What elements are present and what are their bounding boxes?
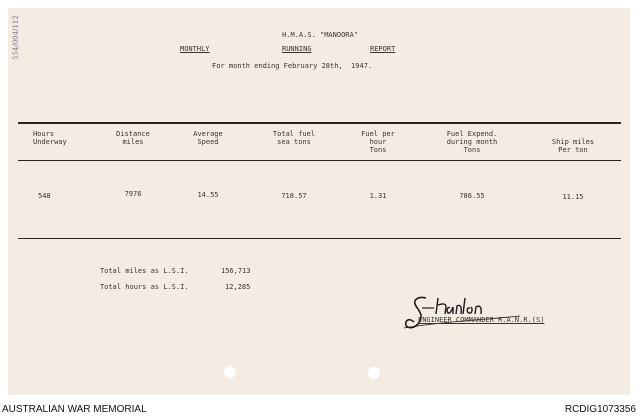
total-miles-label: Total miles as L.S.I.: [100, 267, 189, 275]
signatory-title: ENGINEER COMMANDER R.A.N.R.(S): [418, 316, 545, 324]
total-miles-value: 156,713: [221, 267, 251, 275]
col-fuel-expend-header: Fuel Expend. during month Tons: [446, 130, 498, 154]
col-hours-header: Hours Underway: [33, 130, 67, 146]
report-title-word-3: REPORT: [370, 45, 396, 53]
value-fuel-per-hour: 1.31: [369, 192, 387, 200]
table-bottom-rule: [18, 238, 621, 239]
col-speed-header: Average Speed: [193, 130, 223, 146]
total-hours-label: Total hours as L.S.I.: [100, 283, 189, 291]
report-title-word-1: MONTHLY: [180, 45, 210, 53]
value-hours-underway: 548: [38, 192, 51, 200]
header-divider-rule: [18, 160, 621, 161]
total-hours-value: 12,285: [225, 283, 251, 291]
report-period: For month ending February 28th, 1947.: [212, 62, 373, 70]
handwritten-signature: [400, 292, 530, 332]
col-total-fuel-header: Total fuel sea tons: [272, 130, 316, 146]
archive-credit: AUSTRALIAN WAR MEMORIAL: [2, 404, 147, 415]
value-ship-miles-per-ton: 11.15: [562, 193, 584, 201]
value-average-speed: 14.55: [197, 191, 219, 199]
punch-hole-left: [224, 366, 236, 378]
margin-reference-note: 554/004/112: [12, 15, 20, 60]
col-distance-header: Distance miles: [116, 130, 150, 146]
punch-hole-right: [368, 367, 380, 379]
archive-reference-id: RCDIG1073356: [564, 404, 636, 415]
report-title-word-2: RUNNING: [282, 45, 312, 53]
table-top-rule: [18, 122, 621, 124]
value-distance-miles: 7976: [124, 190, 142, 198]
value-fuel-expend: 786.55: [459, 192, 485, 200]
col-fuel-per-hour-header: Fuel per hour Tons: [361, 130, 395, 154]
col-ship-miles-header: Ship miles Per ton: [551, 138, 595, 154]
ship-heading: H.M.A.S. "MANOORA": [282, 31, 358, 39]
value-total-fuel: 718.57: [281, 192, 307, 200]
